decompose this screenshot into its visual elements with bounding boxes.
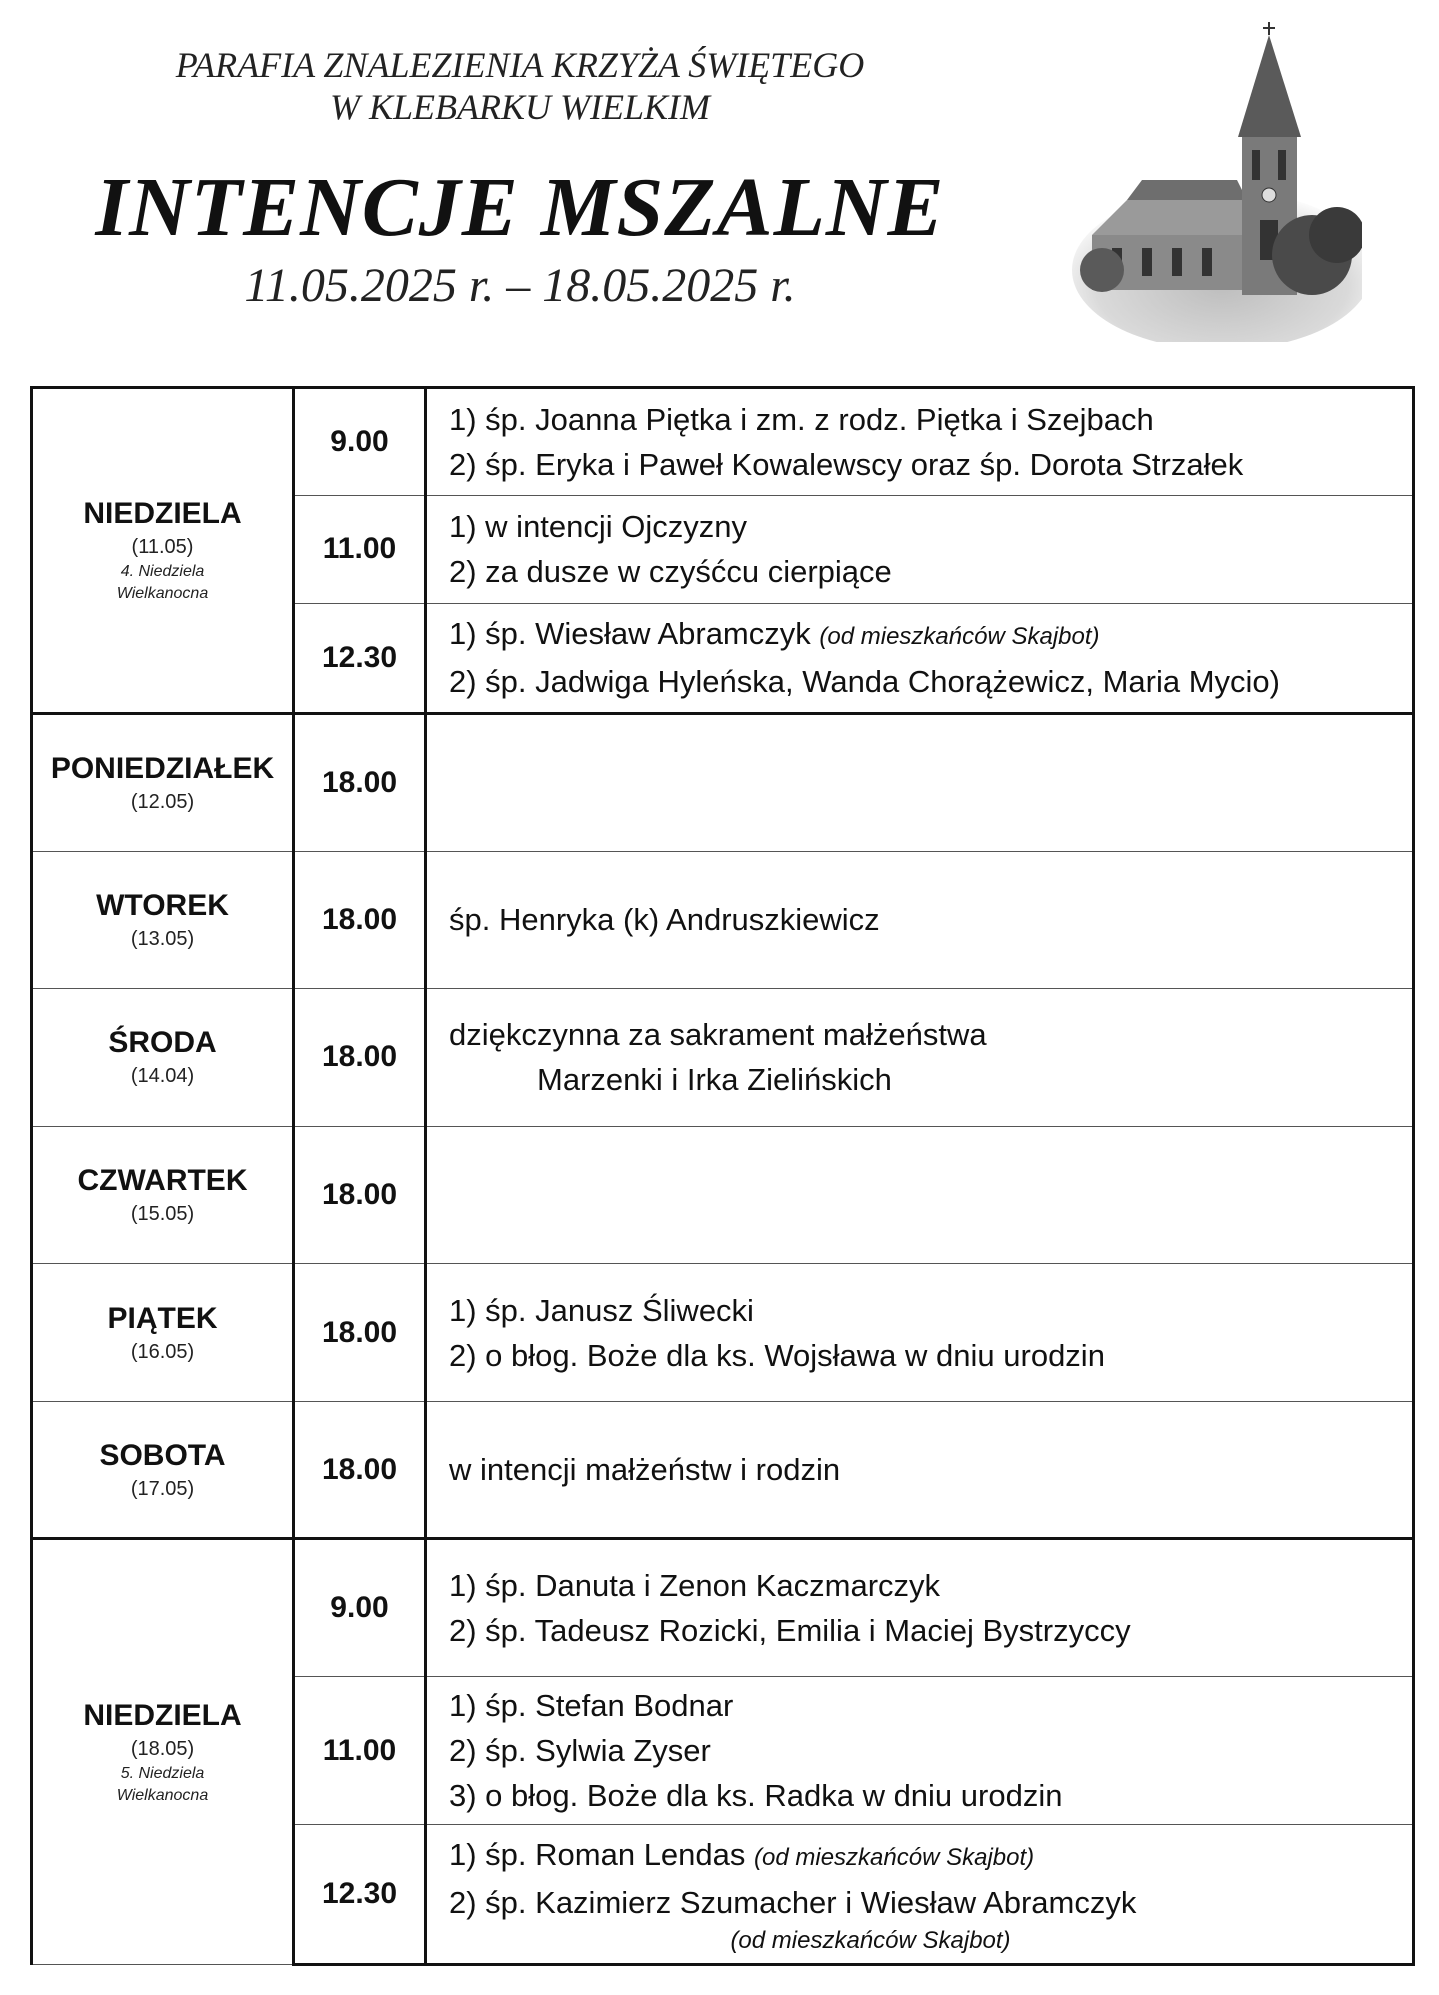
intention-line: 1) śp. Joanna Piętka i zm. z rodz. Piętka i Szejbach <box>449 401 1154 437</box>
intention-line: 1) śp. Danuta i Zenon Kaczmarczyk <box>449 1568 941 1604</box>
day-cell <box>32 1539 294 1965</box>
intention-text: 1) śp. Roman Lendas <box>449 1836 746 1872</box>
intention-line: 3) o błog. Boże dla ks. Radka w dniu urodzin <box>449 1778 1063 1814</box>
day-name: CZWARTEK <box>77 1163 248 1197</box>
mass-time: 18.00 <box>294 1401 426 1539</box>
day-date: (18.05) <box>130 1738 195 1761</box>
intention-cell <box>426 1825 1414 1965</box>
mass-time: 9.00 <box>294 388 426 496</box>
mass-time: 18.00 <box>294 851 426 989</box>
liturgical-note: 5. Niedziela <box>120 1765 205 1783</box>
intention-note: (od mieszkańców Skajbot) <box>730 1926 1011 1954</box>
liturgical-note: 4. Niedziela <box>120 563 205 581</box>
intention-cell <box>426 1539 1414 1677</box>
intention-line: dziękczynna za sakrament małżeństwa <box>449 1017 987 1053</box>
intention-cell <box>426 1264 1414 1402</box>
day-cell <box>32 989 294 1127</box>
day-name: PONIEDZIAŁEK <box>50 751 275 785</box>
day-cell <box>32 851 294 989</box>
liturgical-note: Wielkanocna <box>116 585 209 603</box>
intention-line: 2) za dusze w czyśćcu cierpiące <box>449 554 892 590</box>
intention-cell <box>426 1401 1414 1539</box>
intention-line: 1) śp. Janusz Śliwecki <box>449 1292 754 1328</box>
day-cell <box>32 713 294 851</box>
day-date: (11.05) <box>131 536 194 559</box>
intention-cell <box>426 603 1414 713</box>
intention-note: (od mieszkańców Skajbot) <box>754 1843 1035 1871</box>
table-row <box>32 1539 1414 1677</box>
day-date: (13.05) <box>130 927 195 950</box>
intention-cell <box>426 713 1414 851</box>
intention-line: 2) śp. Kazimierz Szumacher i Wiesław Abramczyk <box>449 1884 1137 1920</box>
table-row <box>32 1126 1414 1264</box>
intention-cell <box>426 1677 1414 1825</box>
day-cell <box>32 1264 294 1402</box>
mass-time: 9.00 <box>294 1539 426 1677</box>
intention-cell <box>426 495 1414 603</box>
intention-line <box>449 1832 1412 1880</box>
day-name: WTOREK <box>96 888 229 922</box>
intention-line: w intencji małżeństw i rodzin <box>449 1452 841 1488</box>
intention-cell <box>426 989 1414 1127</box>
parish-line-2: W KLEBARKU WIELKIM <box>330 87 710 127</box>
day-name: PIĄTEK <box>107 1301 218 1335</box>
table-row <box>32 851 1414 989</box>
day-date: (16.05) <box>130 1340 195 1363</box>
mass-time: 18.00 <box>294 989 426 1127</box>
mass-time: 12.30 <box>294 603 426 713</box>
table-row <box>32 1401 1414 1539</box>
intention-line: Marzenki i Irka Zielińskich <box>537 1062 892 1098</box>
day-cell <box>32 388 294 714</box>
day-name: NIEDZIELA <box>83 1699 242 1733</box>
intention-line: 1) w intencji Ojczyzny <box>449 509 748 545</box>
intention-line: 2) śp. Eryka i Paweł Kowalewscy oraz śp. Dorota Strzałek <box>449 446 1244 482</box>
parish-name <box>0 44 1040 128</box>
mass-time: 12.30 <box>294 1825 426 1965</box>
mass-intentions-table <box>30 386 1415 1966</box>
day-name: NIEDZIELA <box>83 497 242 531</box>
day-date: (15.05) <box>130 1202 195 1225</box>
day-date: (12.05) <box>130 790 195 813</box>
intention-line: 2) o błog. Boże dla ks. Wojsława w dniu urodzin <box>449 1337 1105 1373</box>
mass-time: 18.00 <box>294 1264 426 1402</box>
intention-line <box>449 611 1412 659</box>
church-illustration <box>1072 20 1362 342</box>
intention-note: (od mieszkańców Skajbot) <box>819 623 1100 651</box>
intention-line: 2) śp. Sylwia Zyser <box>449 1733 711 1769</box>
intention-line: 1) śp. Stefan Bodnar <box>449 1688 734 1724</box>
table-row <box>32 1264 1414 1402</box>
day-cell <box>32 1126 294 1264</box>
liturgical-note: Wielkanocna <box>116 1787 209 1805</box>
table-row <box>32 388 1414 496</box>
intention-line: śp. Henryka (k) Andruszkiewicz <box>449 902 880 938</box>
intention-cell <box>426 388 1414 496</box>
parish-line-1: PARAFIA ZNALEZIENIA KRZYŻA ŚWIĘTEGO <box>175 45 865 85</box>
table-row <box>32 713 1414 851</box>
mass-time: 18.00 <box>294 1126 426 1264</box>
date-range: 11.05.2025 r. – 18.05.2025 r. <box>244 259 796 312</box>
day-date: (17.05) <box>130 1477 195 1500</box>
day-name: ŚRODA <box>108 1026 217 1060</box>
page-title: INTENCJE MSZALNE <box>95 161 945 254</box>
intention-line: 2) śp. Tadeusz Rozicki, Emilia i Maciej Bystrzyccy <box>449 1613 1131 1649</box>
intention-cell <box>426 851 1414 989</box>
day-cell <box>32 1401 294 1539</box>
mass-time: 18.00 <box>294 713 426 851</box>
day-name: SOBOTA <box>99 1438 226 1472</box>
intention-cell <box>426 1126 1414 1264</box>
intention-line: 2) śp. Jadwiga Hyleńska, Wanda Chorążewicz, Maria Mycio) <box>449 664 1280 700</box>
intention-text: 1) śp. Wiesław Abramczyk <box>449 616 811 652</box>
day-date: (14.04) <box>130 1065 195 1088</box>
mass-time: 11.00 <box>294 495 426 603</box>
table-row <box>32 989 1414 1127</box>
mass-time: 11.00 <box>294 1677 426 1825</box>
